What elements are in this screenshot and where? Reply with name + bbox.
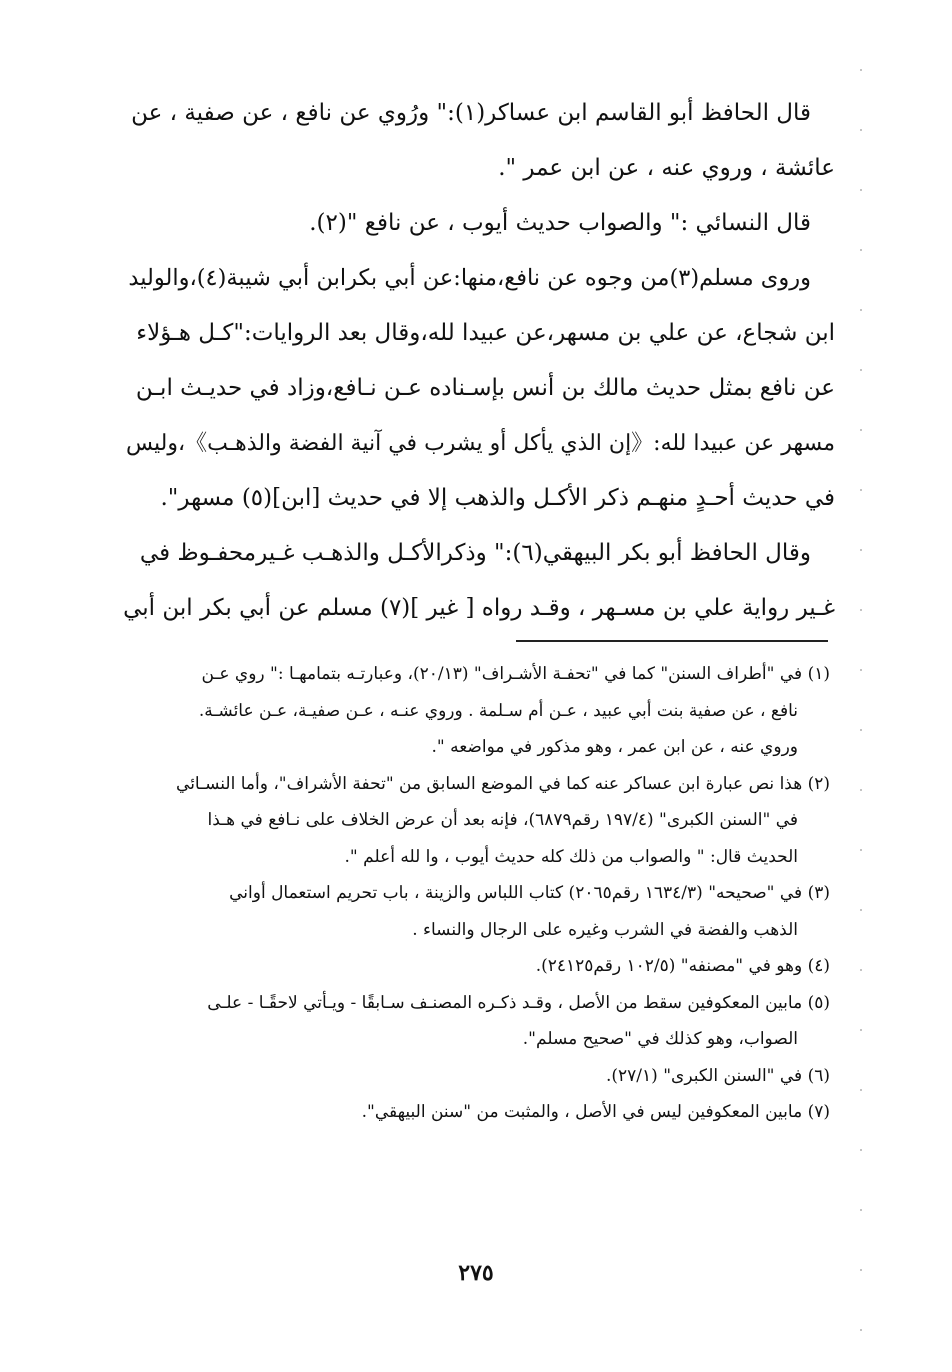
main-text-line: ابن شجاع، عن علي بن مسهر،عن عبيدا لله،وقال بعد الروايات:"كـل هـؤلاء (136, 320, 835, 346)
main-text-body (115, 86, 835, 636)
footnote-separator (516, 640, 828, 642)
footnote-line: (٧) مابين المعكوفين ليس في الأصل ، والمثبت من "سنن البيهقي". (361, 1102, 830, 1122)
footnote-line: (٤) وهو في "مصنفه" (١٠٢/٥ رقم٢٤١٢٥). (535, 956, 830, 976)
footnote-line: الذهب والفضة في الشرب وغيره على الرجال والنساء . (412, 919, 798, 940)
footnote-line: الحديث قال: " والصواب من ذلك كله حديث أيوب ، وا لله أعلم ". (344, 846, 798, 867)
main-text-line: عائشة ، وروي عنه ، عن ابن عمر ". (498, 155, 835, 181)
main-text-line: عن نافع بمثل حديث مالك بن أنس بإسـناده عـن نـافع،وزاد في حديـث ابـن (135, 375, 835, 401)
footnote-line: (٢) هذا نص عبارة ابن عساكر عنه كما في الموضع السابق من "تحفة الأشراف"، وأما النسـائي (176, 773, 830, 794)
main-text-line: في حديث أحـدٍ منهـم ذكر الأكـل والذهب إلا في حديث [ابن](٥) مسهر". (160, 485, 835, 511)
footnote-line: في "السنن الكبرى" (١٩٧/٤ رقم٦٨٧٩)، فإنه بعد أن عرض الخلاف على نـافع في هـذا (207, 810, 798, 830)
footnote-line: (١) في "أطراف السنن" كما في "تحفـة الأشـراف" (٢٠/١٣)، وعبارتـه بتمامهـا :" روي عـن (201, 664, 830, 684)
page-number: ٢٧٥ (458, 1260, 494, 1286)
main-text-line: غـير رواية علي بن مسـهر ، وقـد رواه [ غير ](٧) مسلم عن أبي بكر ابن أبي (123, 595, 835, 621)
main-text-line: مسهر عن عبيدا لله:《إن الذي يأكل أو يشرب في آنية الفضة والذهـب》،وليس (126, 431, 835, 456)
footnote-line: (٣) في "صحيحه" (١٦٣٤/٣ رقم٢٠٦٥) كتاب اللباس والزينة ، باب تحريم استعمال أواني (229, 883, 830, 903)
main-text-line: قال النسائي :" والصواب حديث أيوب ، عن نافع "(٢). (309, 210, 811, 236)
footnote-line: (٦) في "السنن الكبرى" (٢٧/١). (605, 1065, 830, 1086)
footnote-line: نافع ، عن صفية بنت أبي عبيد ، عـن أم سـلمة . وروي عنـه ، عـن صفيـة، عـن عائشـة. (198, 700, 798, 721)
footnote-line: الصواب، وهو كذلك في "صحيح مسلم". (522, 1029, 798, 1049)
footnote-line: وروي عنه ، عن ابن عمر ، وهو مذكور في مواضعه ". (431, 737, 798, 757)
footnote-line: (٥) مابين المعكوفين سقط من الأصل ، وقـد ذكـره المصنـف سـابقًا - ويـأتي لاحقًـا - علـى (207, 992, 830, 1013)
main-text-line: قال الحافظ أبو القاسم ابن عساكر(١):" ورُوي عن نافع ، عن صفية ، عن (131, 100, 811, 126)
main-text-line: وروى مسلم(٣)من وجوه عن نافع،منها:عن أبي بكرابن أبي شيبة(٤)،والوليد (128, 265, 811, 291)
footnotes-block (108, 656, 830, 1131)
main-text-line: وقال الحافظ أبو بكر البيهقي(٦):" وذكرالأكـل والذهـب غـيرمحفـوظ في (139, 540, 811, 566)
margin-scan-dots (859, 40, 863, 1360)
